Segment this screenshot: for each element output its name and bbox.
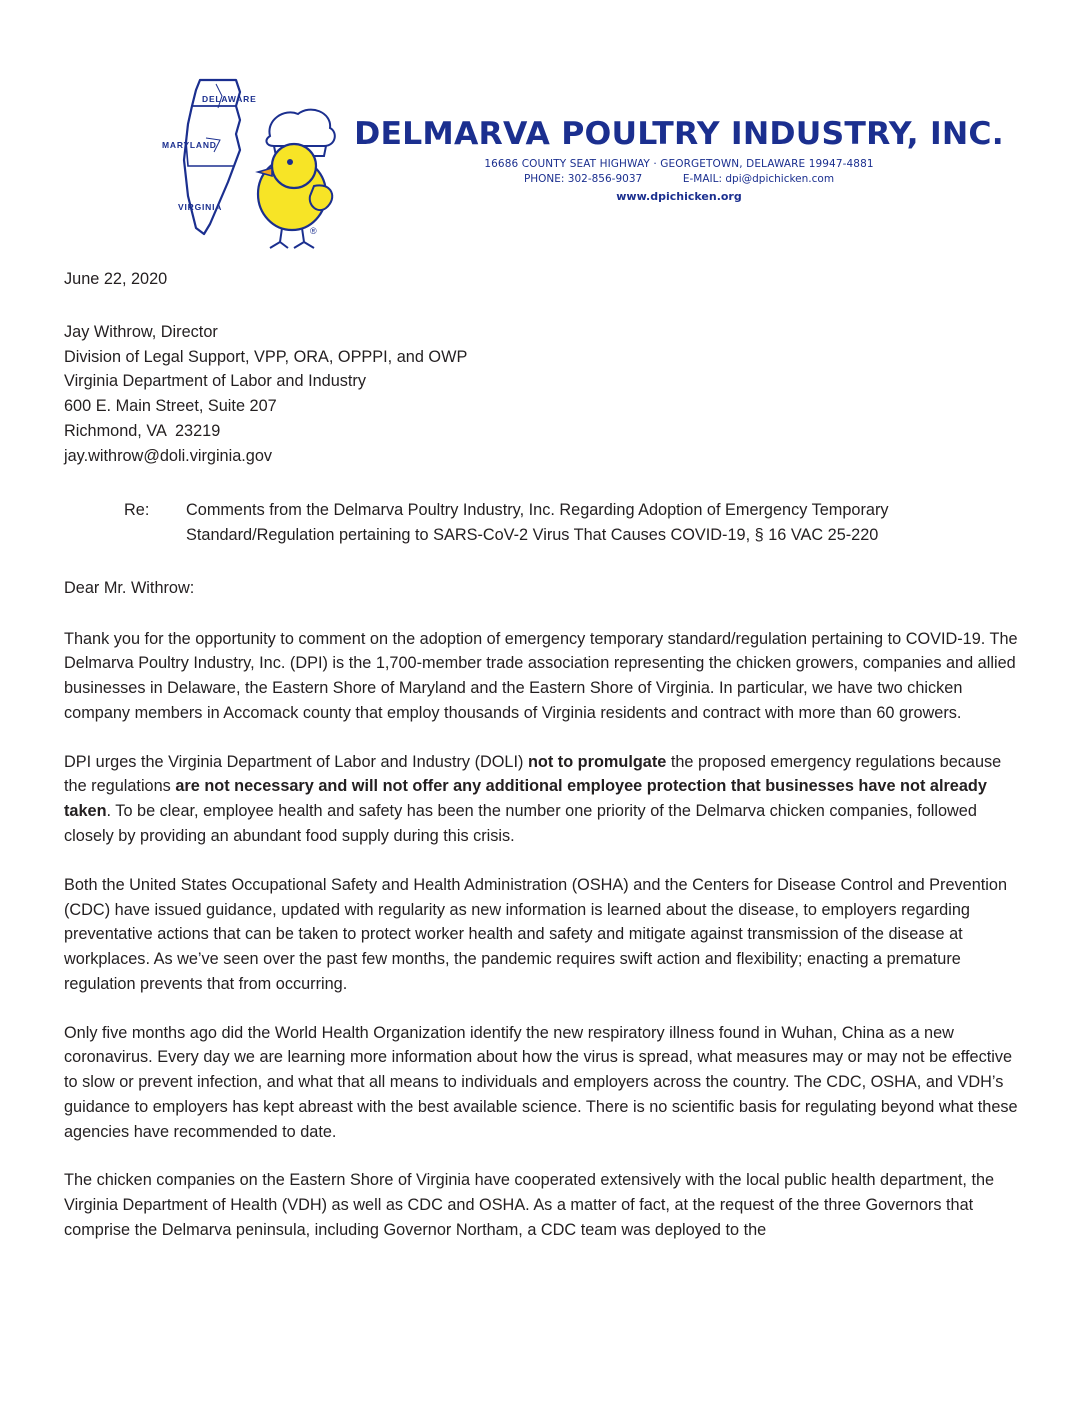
recipient-line: Jay Withrow, Director <box>64 322 218 341</box>
body-text: . To be clear, employee health and safety has been the number one priority of the Delmarva chicken companies, followed closely by providing an abundant food supply during this crisis. <box>64 802 977 846</box>
recipient-email[interactable]: jay.withrow@doli.virginia.gov <box>64 446 273 465</box>
company-name: DELMARVA POULTRY INDUSTRY, INC. <box>354 116 1004 152</box>
company-address: 16686 COUNTY SEAT HIGHWAY · GEORGETOWN, DELAWARE 19947-4881 <box>484 158 874 171</box>
letter-body <box>62 267 1026 1243</box>
subject-label: Re: <box>124 501 150 520</box>
subject-block <box>124 498 1024 548</box>
company-website[interactable]: www.dpichicken.org <box>616 190 742 204</box>
body-text: Thank you for the opportunity to comment on the adoption of emergency temporary standard/regulation pertaining to COVID-19. The Delmarva Poultry Industry, Inc. (DPI) is the 1,700-member trade association representing the chicken growers, companies and allied businesses in Delaware, the Eastern Shore of Maryland and the Eastern Shore of Virginia. In particular, we have two chicken company members in Accomack county that employ thousands of Virginia residents and contract with more than 60 growers. <box>64 629 1018 722</box>
company-email[interactable]: E-MAIL: dpi@dpichicken.com <box>682 173 835 186</box>
letter-paragraph <box>64 1021 1024 1145</box>
paragraph-list <box>64 627 1024 1243</box>
body-text: Only five months ago did the World Health Organization identify the new respiratory illness found in Wuhan, China as a new coronavirus. Every day we are learning more information about how the virus is spread, what measures may or may not be effective to slow or prevent infection, and what that all means to individuals and employers across the country. The CDC, OSHA, and VDH’s guidance to employers has kept abreast with the best available science. There is no scientific basis for regulating beyond what these agencies have recommended to date. <box>64 1023 1018 1141</box>
map-label-delaware: DELAWARE <box>202 94 257 104</box>
recipient-line: Richmond, VA 23219 <box>64 421 221 440</box>
salutation: Dear Mr. Withrow: <box>64 578 195 597</box>
registered-trademark-icon: ® <box>310 226 317 236</box>
body-text: Both the United States Occupational Safety and Health Administration (OSHA) and the Centers for Disease Control and Prevention (CDC) have issued guidance, updated with regularity as new information is learned about the disease, to employers regarding preventative actions that can be taken to protect worker health and safety and mitigate against transmission of the disease at workplaces. As we’ve seen over the past few months, the pandemic requires swift action and flexibility; enacting a premature regulation prevents that from occurring. <box>64 875 1008 993</box>
subject-text: Comments from the Delmarva Poultry Industry, Inc. Regarding Adoption of Emergency Temporary Standard/Regulation pertaining to SARS-CoV-2 Virus That Causes COVID-19, § 16 VAC 25-220 <box>186 501 889 545</box>
letter-paragraph <box>64 1168 1024 1242</box>
masthead <box>352 60 1026 203</box>
company-contact <box>352 173 1006 185</box>
map-label-virginia: VIRGINIA <box>178 202 223 212</box>
company-phone: PHONE: 302-856-9037 <box>523 173 643 186</box>
letter-date: June 22, 2020 <box>64 270 168 288</box>
emphasis-text: are not necessary and will not offer any additional employee protection that businesses have not already taken <box>64 777 987 821</box>
body-text: the proposed emergency regulations because the regulations <box>64 752 1002 796</box>
body-text: DPI urges the Virginia Department of Labor and Industry (DOLI) <box>64 752 528 771</box>
dpi-logo <box>162 78 352 253</box>
recipient-line: Virginia Department of Labor and Industry <box>64 372 366 391</box>
recipient-line: Division of Legal Support, VPP, ORA, OPPPI, and OWP <box>64 347 468 366</box>
map-label-maryland: MARYLAND <box>162 140 217 150</box>
body-text: The chicken companies on the Eastern Shore of Virginia have cooperated extensively with the local public health department, the Virginia Department of Health (VDH) as well as CDC and OSHA. As a matter of fact, at the request of the three Governors that comprise the Delmarva peninsula, including Governor Northam, a CDC team was deployed to the <box>64 1171 995 1239</box>
letterhead <box>62 60 1026 245</box>
recipient-block <box>64 320 1024 469</box>
letter-paragraph <box>64 873 1024 997</box>
emphasis-text: not to promulgate <box>527 752 667 771</box>
letter-paragraph <box>64 750 1024 849</box>
chick-mascot-icon <box>240 102 350 250</box>
recipient-line: 600 E. Main Street, Suite 207 <box>64 397 277 416</box>
letter-paragraph <box>64 627 1024 726</box>
